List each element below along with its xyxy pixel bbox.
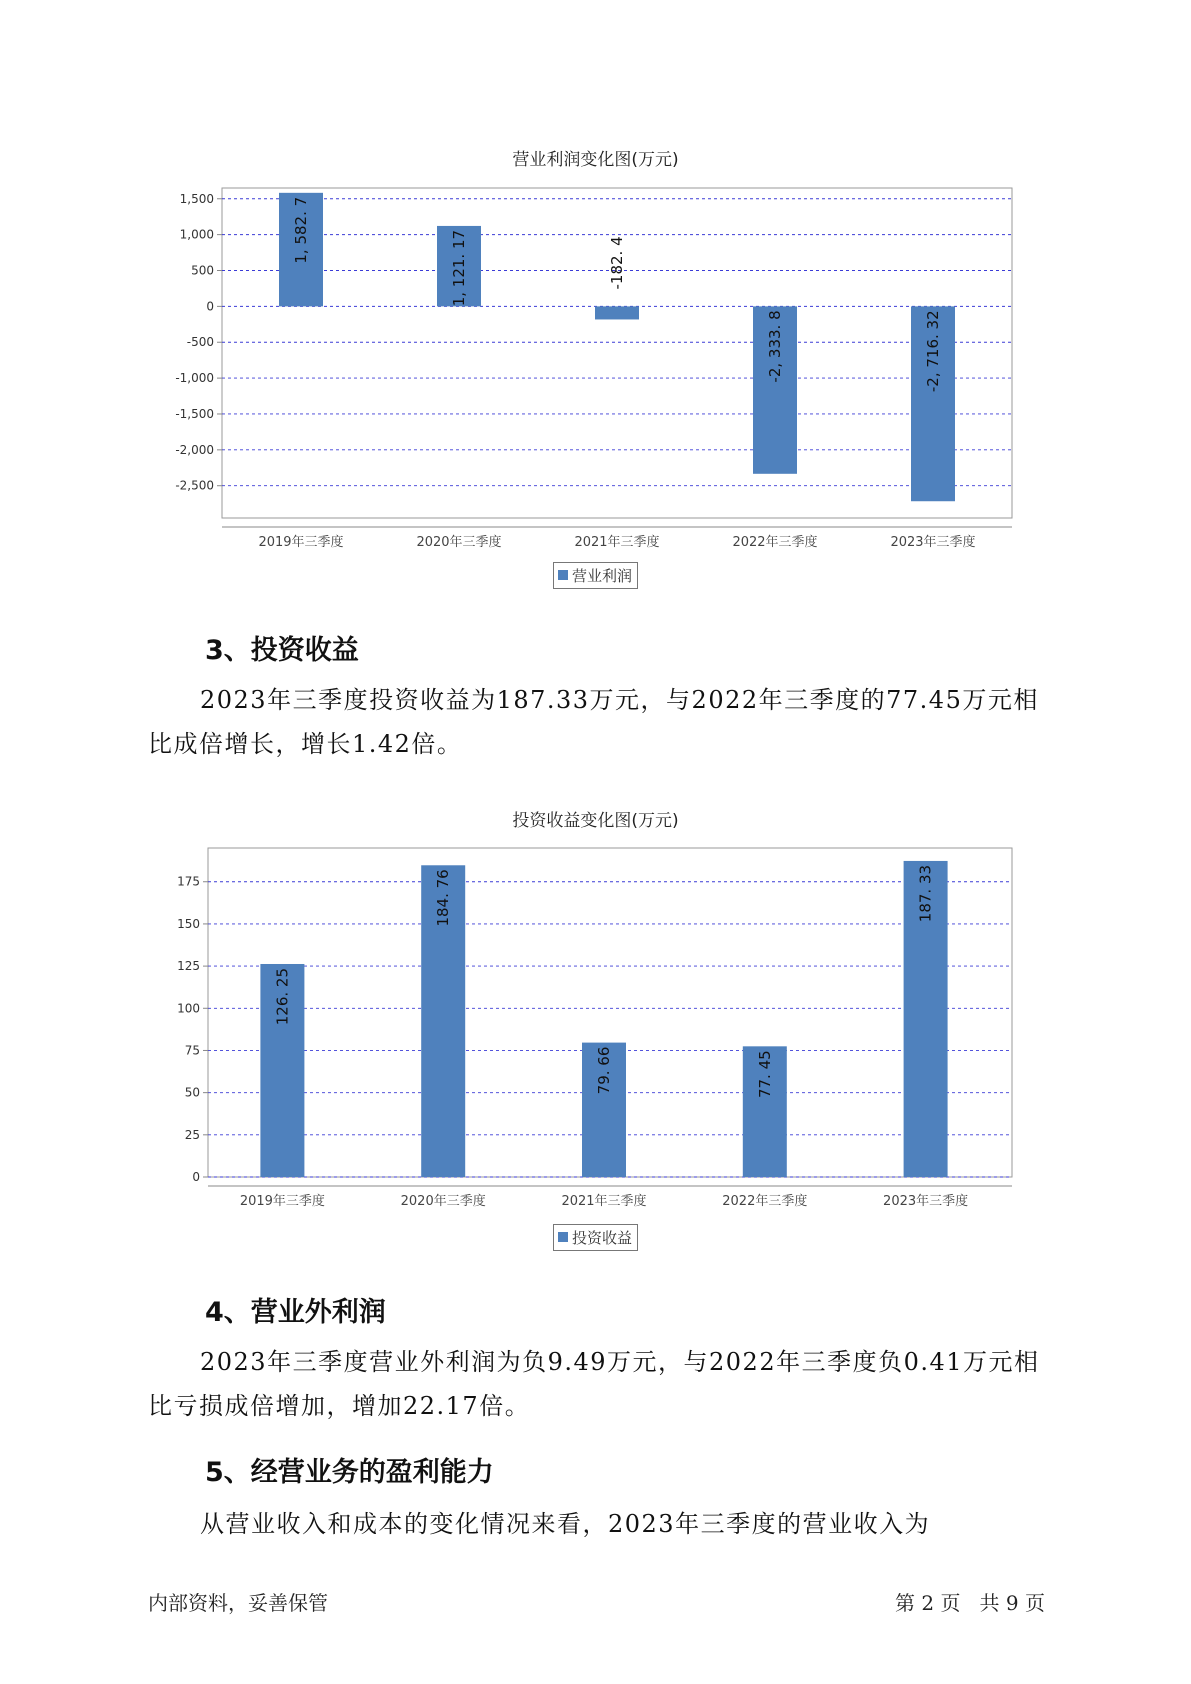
section-heading-investment-income: 3、投资收益 [205, 635, 359, 666]
y-tick-label: 150 [177, 916, 200, 931]
bar-value-label: 79. 66 [595, 1046, 613, 1095]
legend-investment-income [553, 1224, 638, 1251]
y-tick-label: 50 [184, 1085, 200, 1100]
y-tick-label: -1,000 [175, 371, 214, 386]
paragraph-investment-income: 2023年三季度投资收益为187.33万元，与2022年三季度的77.45万元相比成倍增长，增长1.42倍。 [148, 686, 1039, 758]
legend-swatch-icon [558, 570, 568, 580]
bar-value-label: -182. 4 [608, 236, 626, 290]
x-tick-label: 2023年三季度 [883, 1194, 969, 1209]
legend-label: 营业利润 [572, 567, 633, 585]
y-tick-label: 1,000 [179, 227, 214, 242]
y-tick-label: -500 [186, 335, 214, 350]
paragraph-profitability: 从营业收入和成本的变化情况来看，2023年三季度的营业收入为 [200, 1510, 931, 1538]
bar-value-label: 126. 25 [273, 967, 292, 1026]
bar-value-label: -2, 716. 32 [924, 310, 942, 393]
y-tick-label: 0 [206, 299, 214, 314]
chart-title-operating-profit: 营业利润变化图(万元) [512, 150, 679, 170]
investment-income-chart [0, 660, 1191, 1220]
x-tick-label: 2021年三季度 [574, 535, 660, 550]
y-tick-label: 175 [177, 874, 200, 889]
y-tick-label: 75 [184, 1043, 200, 1058]
x-tick-label: 2021年三季度 [561, 1194, 647, 1209]
x-tick-label: 2020年三季度 [416, 535, 502, 550]
bar-value-label: 77. 45 [755, 1050, 774, 1099]
y-tick-label: 25 [184, 1127, 200, 1142]
y-tick-label: 125 [177, 959, 200, 974]
operating-profit-chart [0, 0, 1191, 560]
bar-value-label: -2, 333. 8 [766, 310, 784, 383]
y-tick-label: 500 [191, 263, 214, 278]
x-tick-label: 2019年三季度 [239, 1194, 325, 1209]
x-tick-label: 2022年三季度 [732, 535, 818, 550]
y-tick-label: 0 [192, 1170, 200, 1184]
y-tick-label: -2,000 [175, 442, 214, 457]
bar-value-label: 187. 33 [916, 864, 935, 923]
legend-swatch-icon [558, 1232, 568, 1242]
section-heading-profitability: 5、经营业务的盈利能力 [205, 1457, 494, 1488]
x-tick-label: 2020年三季度 [400, 1194, 486, 1209]
bar [595, 306, 639, 319]
y-tick-label: 100 [177, 1001, 200, 1016]
y-tick-label: -2,500 [175, 478, 214, 493]
footer-confidential-note: 内部资料，妥善保管 [148, 1591, 328, 1615]
bar-value-label: 184. 76 [434, 869, 453, 927]
y-tick-label: -1,500 [175, 406, 214, 421]
paragraph-non-operating-profit: 2023年三季度营业外利润为负9.49万元，与2022年三季度负0.41万元相比亏损成倍增加，增加22.17倍。 [148, 1348, 1040, 1420]
legend-operating-profit [553, 562, 638, 589]
x-tick-label: 2022年三季度 [722, 1194, 808, 1209]
section-heading-non-operating-profit: 4、营业外利润 [205, 1297, 386, 1328]
x-tick-label: 2023年三季度 [890, 535, 976, 550]
bar-value-label: 1, 582. 7 [292, 196, 310, 264]
chart-title-investment-income: 投资收益变化图(万元) [512, 811, 679, 831]
x-tick-label: 2019年三季度 [258, 535, 344, 550]
bar-value-label: 1, 121. 17 [450, 229, 468, 307]
footer-page-number: 第 2 页 共 9 页 [895, 1591, 1045, 1615]
legend-label: 投资收益 [572, 1229, 633, 1247]
y-tick-label: 1,500 [179, 191, 214, 206]
